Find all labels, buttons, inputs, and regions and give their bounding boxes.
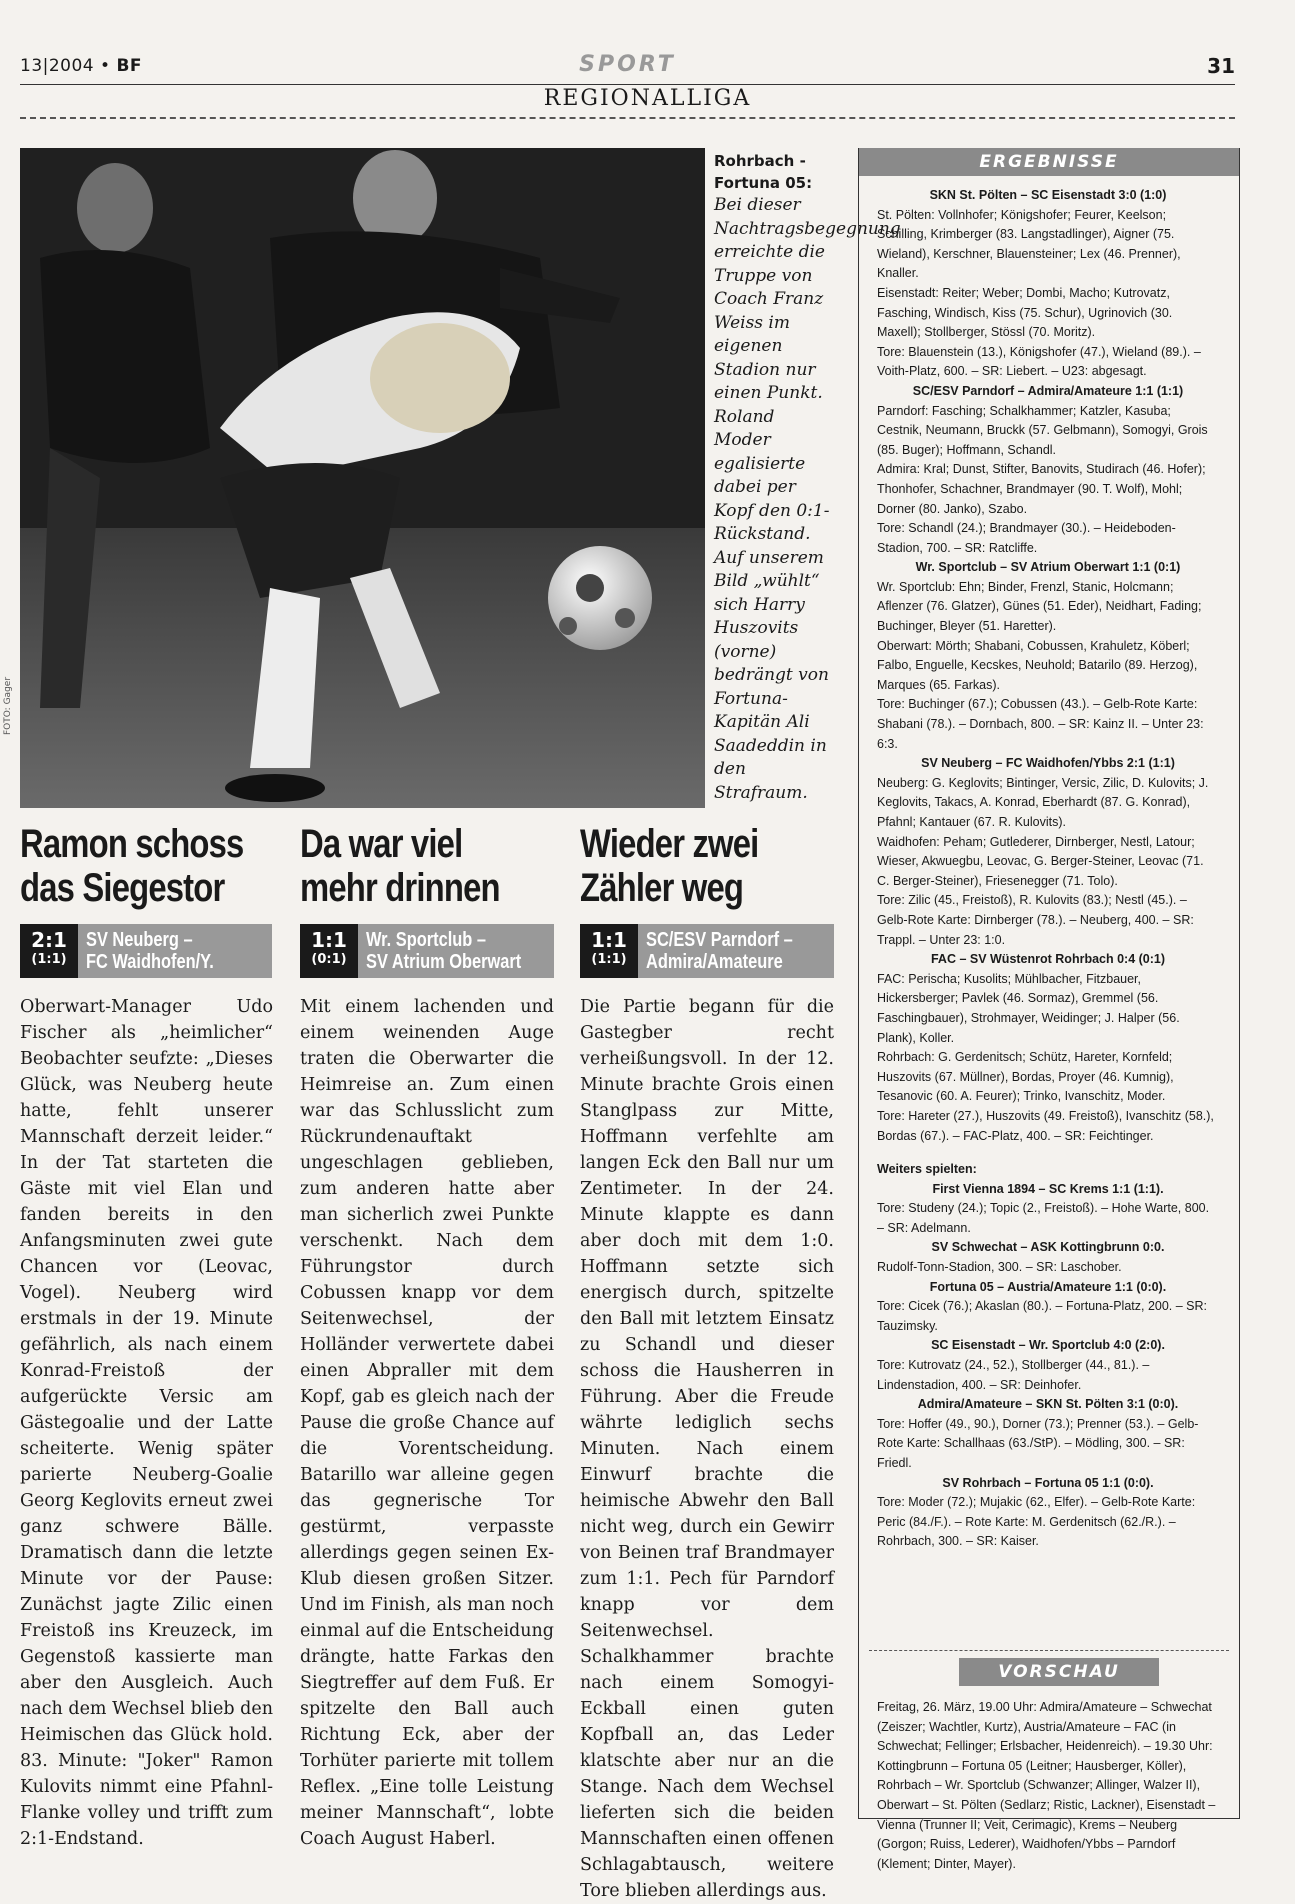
halftime-score: (1:1): [31, 952, 67, 967]
results-title: ERGEBNISSE: [859, 148, 1239, 176]
match-goals: Tore: Studeny (24.); Topic (2., Freistoß). – Hohe Warte, 800. – SR: Adelmann.: [877, 1201, 1210, 1235]
match-goals: Rudolf-Tonn-Stadion, 300. – SR: Laschober.: [877, 1260, 1122, 1275]
paper-name: BF: [116, 56, 143, 76]
preview-divider: [869, 1650, 1229, 1651]
lineup-home: FAC: Perischa; Kusolits; Mühlbacher, Fitzbauer, Hickersberger; Pavlek (46. Sormaz), Gremmel (56. Faschingbauer), Strohmayer, Weidinger; J. Halper (56. Plank), Koller.: [877, 971, 1180, 1045]
match-result: SKN St. Pölten – SC Eisenstadt 3:0 (1:0): [929, 188, 1167, 202]
page-number: 31: [1207, 54, 1235, 78]
match-teams: [86, 929, 214, 973]
page-header: [20, 52, 1235, 82]
team-away: FC Waidhofen/Y.: [86, 951, 214, 973]
category-label: SPORT: [579, 52, 676, 77]
score-box-article-2: [300, 924, 554, 978]
header-rule: [20, 84, 1235, 85]
lineup-away: Admira: Kral; Dunst, Stifter, Banovits, Studirach (46. Hofer); Thonhofer, Schachner, Brandmayer (90. T. Wolf), Mohl; Dorner (80. Janko), Szabo.: [877, 462, 1206, 516]
article-2-body: Mit einem lachenden und einem weinenden Auge traten die Oberwarter die Heimreise an. Zum einen war das Schlusslicht zum Rückrundenauftakt ungeschlagen geblieben, zum anderen hatte aber man sicherlich zwei Punkte verschenkt. Nach dem Führungstor durch Cobussen knapp vor dem Seitenwechsel, der Holländer verwertete dabei einen Abpraller mit dem Kopf, gab es gleich nach der Pause die große Chance auf die Vorentscheidung. Batarillo war alleine gegen das gegnerische Tor gestürmt, verpasste allerdings gegen seinen Ex-Klub diesen großen Sitzer. Und im Finish, als man noch einmal auf die Entscheidung drängte, hatte Farkas den Siegtreffer auf dem Fuß. Er spitzelte den Ball auch Richtung Eck, aber der Torhüter parierte mit tollem Reflex. „Eine tolle Leistung meiner Mannschaft“, lobte Coach August Haberl.: [300, 997, 554, 1849]
match-goals: Tore: Kutrovatz (24., 52.), Stollberger (44., 81.). – Lindenstadion, 400. – SR: Deinhofer.: [877, 1358, 1150, 1392]
halftime-score: (1:1): [591, 952, 627, 967]
match-goals: Tore: Hoffer (49., 90.), Dorner (73.); Prenner (53.). – Gelb-Rote Karte: Schallhaas (63./StP). – Mödling, 300. – SR: Friedl.: [877, 1416, 1199, 1470]
match-result: SC/ESV Parndorf – Admira/Amateure 1:1 (1:1): [912, 383, 1184, 398]
final-score: 2:1: [31, 928, 67, 952]
headline-line-1: Da war viel: [300, 822, 463, 866]
issue-number: 13|2004: [20, 56, 95, 76]
lineup-away: Waidhofen: Peham; Gutlederer, Dirnberger, Nestl, Latour; Wieser, Akwuegbu, Leovac, G. Berger-Steiner, Leovac (71. C. Berger-Steiner), Friesenegger (71. Tolo).: [877, 834, 1204, 888]
headline-article-3: [580, 822, 758, 910]
match-result: SC Eisenstadt – Wr. Sportclub 4:0 (2:0).: [931, 1338, 1165, 1353]
match-result: SV Schwechat – ASK Kottingbrunn 0:0.: [931, 1240, 1165, 1255]
caption-title: Rohrbach - Fortuna 05:: [714, 152, 813, 192]
headline-article-1: [20, 822, 243, 910]
lineup-away: Eisenstadt: Reiter; Weber; Dombi, Macho; Kutrovatz, Fasching, Windisch, Kiss (75. Schur), Ugrinovich (30. Maxell); Stollberger, Stössl (70. Moritz).: [877, 285, 1173, 340]
headline-article-2: [300, 822, 500, 910]
match-result: FAC – SV Wüstenrot Rohrbach 0:4 (0:1): [930, 952, 1166, 967]
headline-line-2: das Siegestor: [20, 866, 225, 910]
caption-text: Bei dieser Nachtragsbegegnung erreichte die Truppe von Coach Franz Weiss im eigenen Stadion nur einen Punkt. Roland Moder egalisierte dabei per Kopf den 0:1-Rückstand. Auf unserem Bild „wühlt“ sich Harry Huszovits (vorne) bedrängt von Fortuna-Kapitän Ali Saadeddin in den Strafraum.: [714, 195, 901, 803]
lineup-away: Rohrbach: G. Gerdenitsch; Schütz, Hareter, Kornfeld; Huszovits (67. Müllner), Bordas, Proyer (46. Kumnig), Tesanovic (60. A. Feurer); Trinko, Ivanschitz, Moder.: [877, 1050, 1174, 1104]
match-teams: [366, 929, 521, 973]
headline-line-2: mehr drinnen: [300, 866, 500, 910]
results-sidebar: [858, 148, 1240, 1871]
score-number: [580, 924, 638, 978]
match-goals: Tore: Buchinger (67.); Cobussen (43.). – Gelb-Rote Karte: Shabani (78.). – Dornbach, 800. – SR: Kainz II. – Unter 23: 6:3.: [877, 697, 1204, 751]
match-teams: [646, 929, 793, 973]
match-result: Admira/Amateure – SKN St. Pölten 3:1 (0:0).: [917, 1397, 1179, 1412]
final-score: 1:1: [591, 928, 627, 952]
score-number: [20, 924, 78, 978]
headline-line-1: Wieder zwei: [580, 822, 759, 866]
lineup-home: Neuberg: G. Keglovits; Bintinger, Versic, Zilic, D. Kulovits; J. Keglovits, Takacs, A. Konrad, Eberhardt (87. G. Konrad), Pfahnl; Kantauer (67. R. Kulovits).: [877, 775, 1209, 829]
team-home: SC/ESV Parndorf –: [646, 929, 793, 951]
lineup-home: St. Pölten: Vollnhofer; Königshofer; Feurer, Keelson; Schilling, Krimberger (83. Langstadlinger), Aigner (75. Wieland), Kerschner, Blauensteiner; Lex (46. Prenner), Knaller.: [877, 207, 1181, 281]
headline-line-1: Ramon schoss: [20, 822, 244, 866]
match-goals: Tore: Hareter (27.), Huszovits (49. Freistoß), Ivanschitz (58.), Bordas (67.). – FAC-Platz, 400. – SR: Feichtinger.: [877, 1108, 1214, 1143]
match-photo: [20, 148, 705, 808]
article-1-body: Oberwart-Manager Udo Fischer als „heimlicher“ Beobachter seufzte: „Dieses Glück, was Neuberg heute hatte, fehlt unserer Mannschaft derzeit leider.“ In der Tat starteten die Gäste mit viel Elan und fanden bereits in den Anfangsminuten zwei gute Chancen vor (Leovac, Vogel). Neuberg wird erstmals in der 19. Minute gefährlich, als nach einem Konrad-Freistoß der aufgerückte Versic am Gästegoalie und der Latte scheiterte. Wenig später parierte Neuberg-Goalie Georg Keglovits erneut zwei ganz schwere Bälle. Dramatisch dann die letzte Minute vor der Pause: Zunächst jagte Zilic einen Freistoß ins Kreuzeck, im Gegenstoß kassierte man aber den Ausgleich. Auch nach dem Wechsel blieb den Heimischen das Glück hold. 83. Minute: "Joker" Ramon Kulovits nimmt eine Pfahnl-Flanke volley und trifft zum 2:1-Endstand.: [20, 997, 273, 1849]
team-away: Admira/Amateure: [646, 951, 783, 973]
results-list: [877, 186, 1219, 1552]
match-goals: Tore: Zilic (45., Freistoß), R. Kulovits (83.); Nestl (45.). – Gelb-Rote Karte: Dirnberger (78.). – Neuberg, 400. – SR: Trappl. – Unter 23: 1:0.: [877, 893, 1194, 947]
photo-caption: [714, 150, 901, 805]
football-photo-illustration: [20, 148, 705, 808]
score-number: [300, 924, 358, 978]
score-box-article-3: [580, 924, 834, 978]
match-goals: Tore: Moder (72.); Mujakic (62., Elfer). – Gelb-Rote Karte: Peric (84./F.). – Rote Karte: M. Gerdenitsch (62./R.). – Rohrbach, 300. – SR: Kaiser.: [877, 1495, 1196, 1549]
match-goals: Tore: Schandl (24.); Brandmayer (30.). – Heideboden-Stadion, 700. – SR: Ratcliffe.: [877, 521, 1176, 555]
lineup-away: Oberwart: Mörth; Shabani, Cobussen, Krahuletz, Köberl; Falbo, Enguelle, Kecskes, Neuhold; Batarilo (89. Herzog), Marques (65. Farkas).: [877, 638, 1198, 692]
halftime-score: (0:1): [311, 952, 347, 967]
team-home: SV Neuberg –: [86, 929, 193, 951]
match-result: First Vienna 1894 – SC Krems 1:1 (1:1).: [932, 1181, 1164, 1196]
final-score: 1:1: [311, 928, 347, 952]
match-goals: Tore: Blauenstein (13.), Königshofer (47.), Wieland (89.). – Voith-Platz, 600. – SR: Liebert. – U23: abgesagt.: [877, 344, 1201, 379]
lineup-home: Wr. Sportclub: Ehn; Binder, Frenzl, Stanic, Holcmann; Aflenzer (76. Glatzer), Günes (51. Eder), Neidhart, Fading; Buchinger, Bleyer (51. Haretter).: [877, 579, 1202, 634]
other-matches-heading: Weiters spielten:: [877, 1162, 977, 1177]
lineup-home: Parndorf: Fasching; Schalkhammer; Katzler, Kasuba; Cestnik, Neumann, Bruckk (57. Gelbmann), Somogyi, Grois (85. Buger); Hoffmann, Schandl.: [877, 403, 1208, 457]
article-3-body: Die Partie begann für die Gastegber recht verheißungsvoll. In der 12. Minute brachte Grois einen Stanglpass zur Mitte, Hoffmann verfehlte am langen Eck den Ball nur um Zentimeter. In der 24. Minute klappte es dann aber doch mit dem 1:0. Hoffmann setzte sich energisch durch, spitzelte den Ball mit letztem Einsatz zu Schandl und dieser schoss die Hausherren in Führung. Aber die Freude währte lediglich sechs Minuten. Nach einem Einwurf brachte die heimische Abwehr den Ball nicht weg, durch ein Gewirr von Beinen traf Brandmayer zum 1:1. Pech für Parndorf knapp vor dem Seitenwechsel. Schalkhammer brachte nach einem Somogyi-Eckball einen guten Kopfball an, das Leder klatschte aber nur an die Stange. Nach dem Wechsel lieferten sich die beiden Mannschaften einen offenen Schlagabtausch, weitere Tore blieben allerdings aus.: [580, 997, 834, 1901]
match-result: Wr. Sportclub – SV Atrium Oberwart 1:1 (0:1): [915, 560, 1181, 575]
match-result: SV Rohrbach – Fortuna 05 1:1 (0:0).: [942, 1475, 1154, 1490]
preview-title: VORSCHAU: [959, 1658, 1159, 1686]
team-home: Wr. Sportclub –: [366, 929, 486, 951]
match-goals: Tore: Cicek (76.); Akaslan (80.). – Fortuna-Platz, 200. – SR: Tauzimsky.: [877, 1299, 1208, 1333]
match-result: Fortuna 05 – Austria/Amateure 1:1 (0:0).: [929, 1279, 1167, 1294]
section-divider: [20, 117, 1235, 119]
photo-credit: FOTO: Gager: [3, 676, 13, 735]
bullet: •: [100, 56, 111, 76]
preview-text: Freitag, 26. März, 19.00 Uhr: Admira/Amateure – Schwechat (Zeiszer; Wachtler, Kurtz), Austria/Amateure – FAC (in Schwechat; Fellinger; Erlsbacher, Heidenreich). – 19.30 Uhr: Kottingbrunn – Fortuna 05 (Leitner; Hausberger, Köller), Rohrbach – Wr. Sportclub (Schwanzer; Allinger, Walzer II), Oberwart – St. Pölten (Sedlarz; Ristic, Lackner), Eisenstadt – Vienna (Trunner II; Veit, Cerimagic), Krems – Neuberg (Gorgon; Ruiss, Lederer), Waidhofen/Ybbs – Parndorf (Klement; Dinter, Mayer).: [877, 1700, 1216, 1871]
score-box-article-1: [20, 924, 272, 978]
match-result: SV Neuberg – FC Waidhofen/Ybbs 2:1 (1:1): [921, 756, 1175, 771]
section-title: REGIONALLIGA: [543, 86, 752, 111]
team-away: SV Atrium Oberwart: [366, 951, 522, 973]
headline-line-2: Zähler weg: [580, 866, 744, 910]
